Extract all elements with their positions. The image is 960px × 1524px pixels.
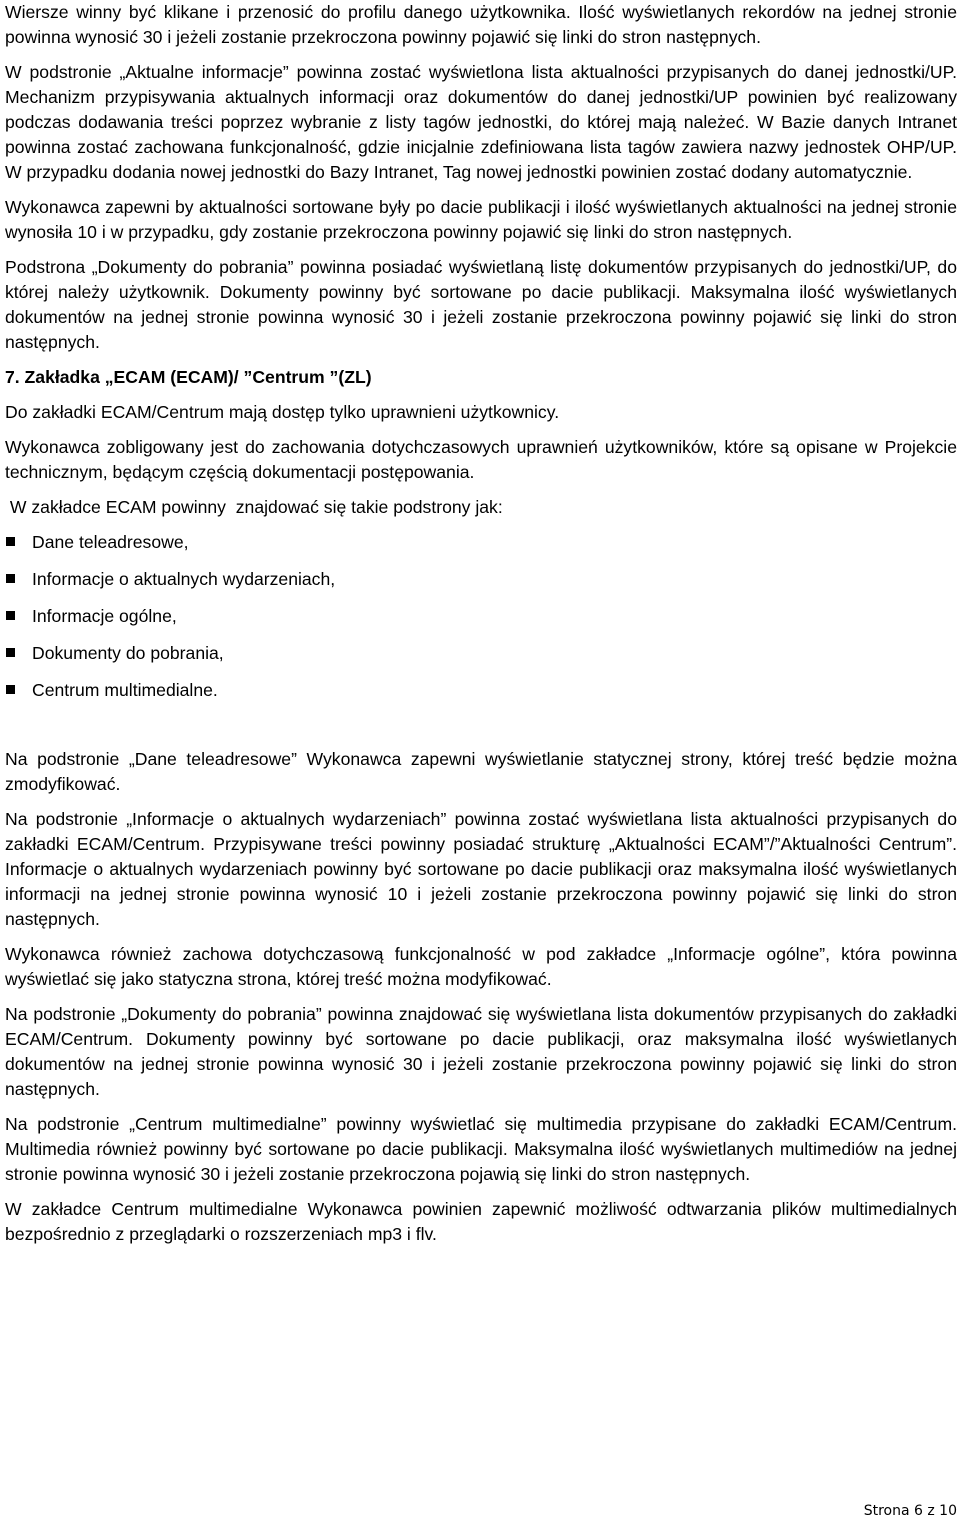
list-item-label: Informacje ogólne, bbox=[32, 606, 177, 626]
list-item-label: Centrum multimedialne. bbox=[32, 680, 218, 700]
list-item-label: Dane teleadresowe, bbox=[32, 532, 189, 552]
page-current: 6 bbox=[913, 1503, 923, 1519]
page-label: Strona bbox=[863, 1503, 910, 1519]
paragraph: Wykonawca zobligowany jest do zachowania dotychczasowych uprawnień użytkowników, które są opisane w Projekcie technicznym, będącym częścią dokumentacji postępowania. bbox=[5, 437, 957, 482]
paragraph: W podstronie „Aktualne informacje” powinna zostać wyświetlona lista aktualności przypisanych do danej jednostki/UP. Mechanizm przypisywania aktualnych informacji oraz dokumentów do danej jednostki/UP powinien być realizowany podczas dodawania treści poprzez wybranie z listy tagów jednostki, do której mają należeć. W Bazie danych Intranet powinna zostać zachowana funkcjonalność, gdzie inicjalnie zdefiniowana lista tagów zawiera nazwy jednostek OHP/UP. W przypadku dodania nowej jednostki do Bazy Intranet, Tag nowej jednostki powinien zostać dodany automatycznie. bbox=[5, 62, 957, 182]
paragraph: Do zakładki ECAM/Centrum mają dostęp tylko uprawnieni użytkownicy. bbox=[5, 402, 560, 422]
square-bullet-icon bbox=[6, 537, 15, 546]
square-bullet-icon bbox=[6, 648, 15, 657]
list-item bbox=[5, 641, 957, 666]
square-bullet-icon bbox=[6, 611, 15, 620]
paragraph: Wykonawca zapewni by aktualności sortowane były po dacie publikacji i ilość wyświetlanych aktualności na jednej stronie wynosiła 10 i w przypadku, gdy zostanie przekroczona powinny pojawić się linki do stron następnych. bbox=[5, 197, 957, 242]
section-heading: 7. Zakładka „ECAM (ECAM)/ ”Centrum ”(ZL) bbox=[5, 367, 372, 387]
list-item bbox=[5, 678, 957, 703]
paragraph: Na podstronie „Dokumenty do pobrania” powinna znajdować się wyświetlana lista dokumentów przypisanych do zakładki ECAM/Centrum. Dokumenty powinny być sortowane po dacie publikacji, oraz maksymalna ilość wyświetlanych dokumentów na jednej stronie powinna wynosić 30 i jeżeli zostanie przekroczona powinny pojawić się linki do stron następnych. bbox=[5, 1004, 957, 1099]
list-item bbox=[5, 530, 957, 555]
list-item bbox=[5, 567, 957, 592]
square-bullet-icon bbox=[6, 685, 15, 694]
paragraph: W zakładce ECAM powinny znajdować się takie podstrony jak: bbox=[5, 497, 503, 517]
paragraph: Podstrona „Dokumenty do pobrania” powinna posiadać wyświetlaną listę dokumentów przypisanych do jednostki/UP, do której należy użytkownik. Dokumenty powinny być sortowane po dacie publikacji. Maksymalna ilość wyświetlanych dokumentów na jednej stronie powinna wynosić 30 i jeżeli zostanie przekroczona powinny pojawić się linki do stron następnych. bbox=[5, 257, 957, 352]
list-item bbox=[5, 604, 957, 629]
paragraph: Wykonawca również zachowa dotychczasową funkcjonalność w pod zakładce „Informacje ogólne”, która powinna wyświetlać się jako statyczna strona, której treść można modyfikować. bbox=[5, 944, 957, 989]
paragraph: Na podstronie „Informacje o aktualnych wydarzeniach” powinna zostać wyświetlana lista aktualności przypisanych do zakładki ECAM/Centrum. Przypisywane treści powinny posiadać strukturę „Aktualności ECAM”/”Aktualności Centrum”. Informacje o aktualnych wydarzeniach powinny być sortowane po dacie publikacji oraz maksymalna ilość wyświetlanych informacji na jednej stronie powinna wynosić 10 i jeżeli zostanie przekroczona powinny pojawić się linki do stron następnych. bbox=[5, 809, 957, 929]
document-body bbox=[5, 0, 957, 1257]
subpage-list bbox=[5, 530, 957, 703]
page-total: 10 bbox=[939, 1503, 957, 1519]
paragraph: Na podstronie „Centrum multimedialne” powinny wyświetlać się multimedia przypisane do zakładki ECAM/Centrum. Multimedia również powinny być sortowane po dacie publikacji. Maksymalna ilość wyświetlanych multimediów na jednej stronie powinna wynosić 30 i jeżeli zostanie przekroczona pojawią się linki do stron następnych. bbox=[5, 1114, 957, 1184]
list-item-label: Dokumenty do pobrania, bbox=[32, 643, 224, 663]
paragraph: W zakładce Centrum multimedialne Wykonawca powinien zapewnić możliwość odtwarzania plików multimedialnych bezpośrednio z przeglądarki o rozszerzeniach mp3 i flv. bbox=[5, 1199, 957, 1244]
page-number bbox=[864, 1502, 957, 1520]
square-bullet-icon bbox=[6, 574, 15, 583]
paragraph: Wiersze winny być klikane i przenosić do profilu danego użytkownika. Ilość wyświetlanych rekordów na jednej stronie powinna wynosić 30 i jeżeli zostanie przekroczona powinny pojawić się linki do stron następnych. bbox=[5, 2, 957, 47]
paragraph: Na podstronie „Dane teleadresowe” Wykonawca zapewni wyświetlanie statycznej strony, której treść będzie można zmodyfikować. bbox=[5, 749, 957, 794]
list-item-label: Informacje o aktualnych wydarzeniach, bbox=[32, 569, 336, 589]
page-separator: z bbox=[927, 1503, 935, 1519]
